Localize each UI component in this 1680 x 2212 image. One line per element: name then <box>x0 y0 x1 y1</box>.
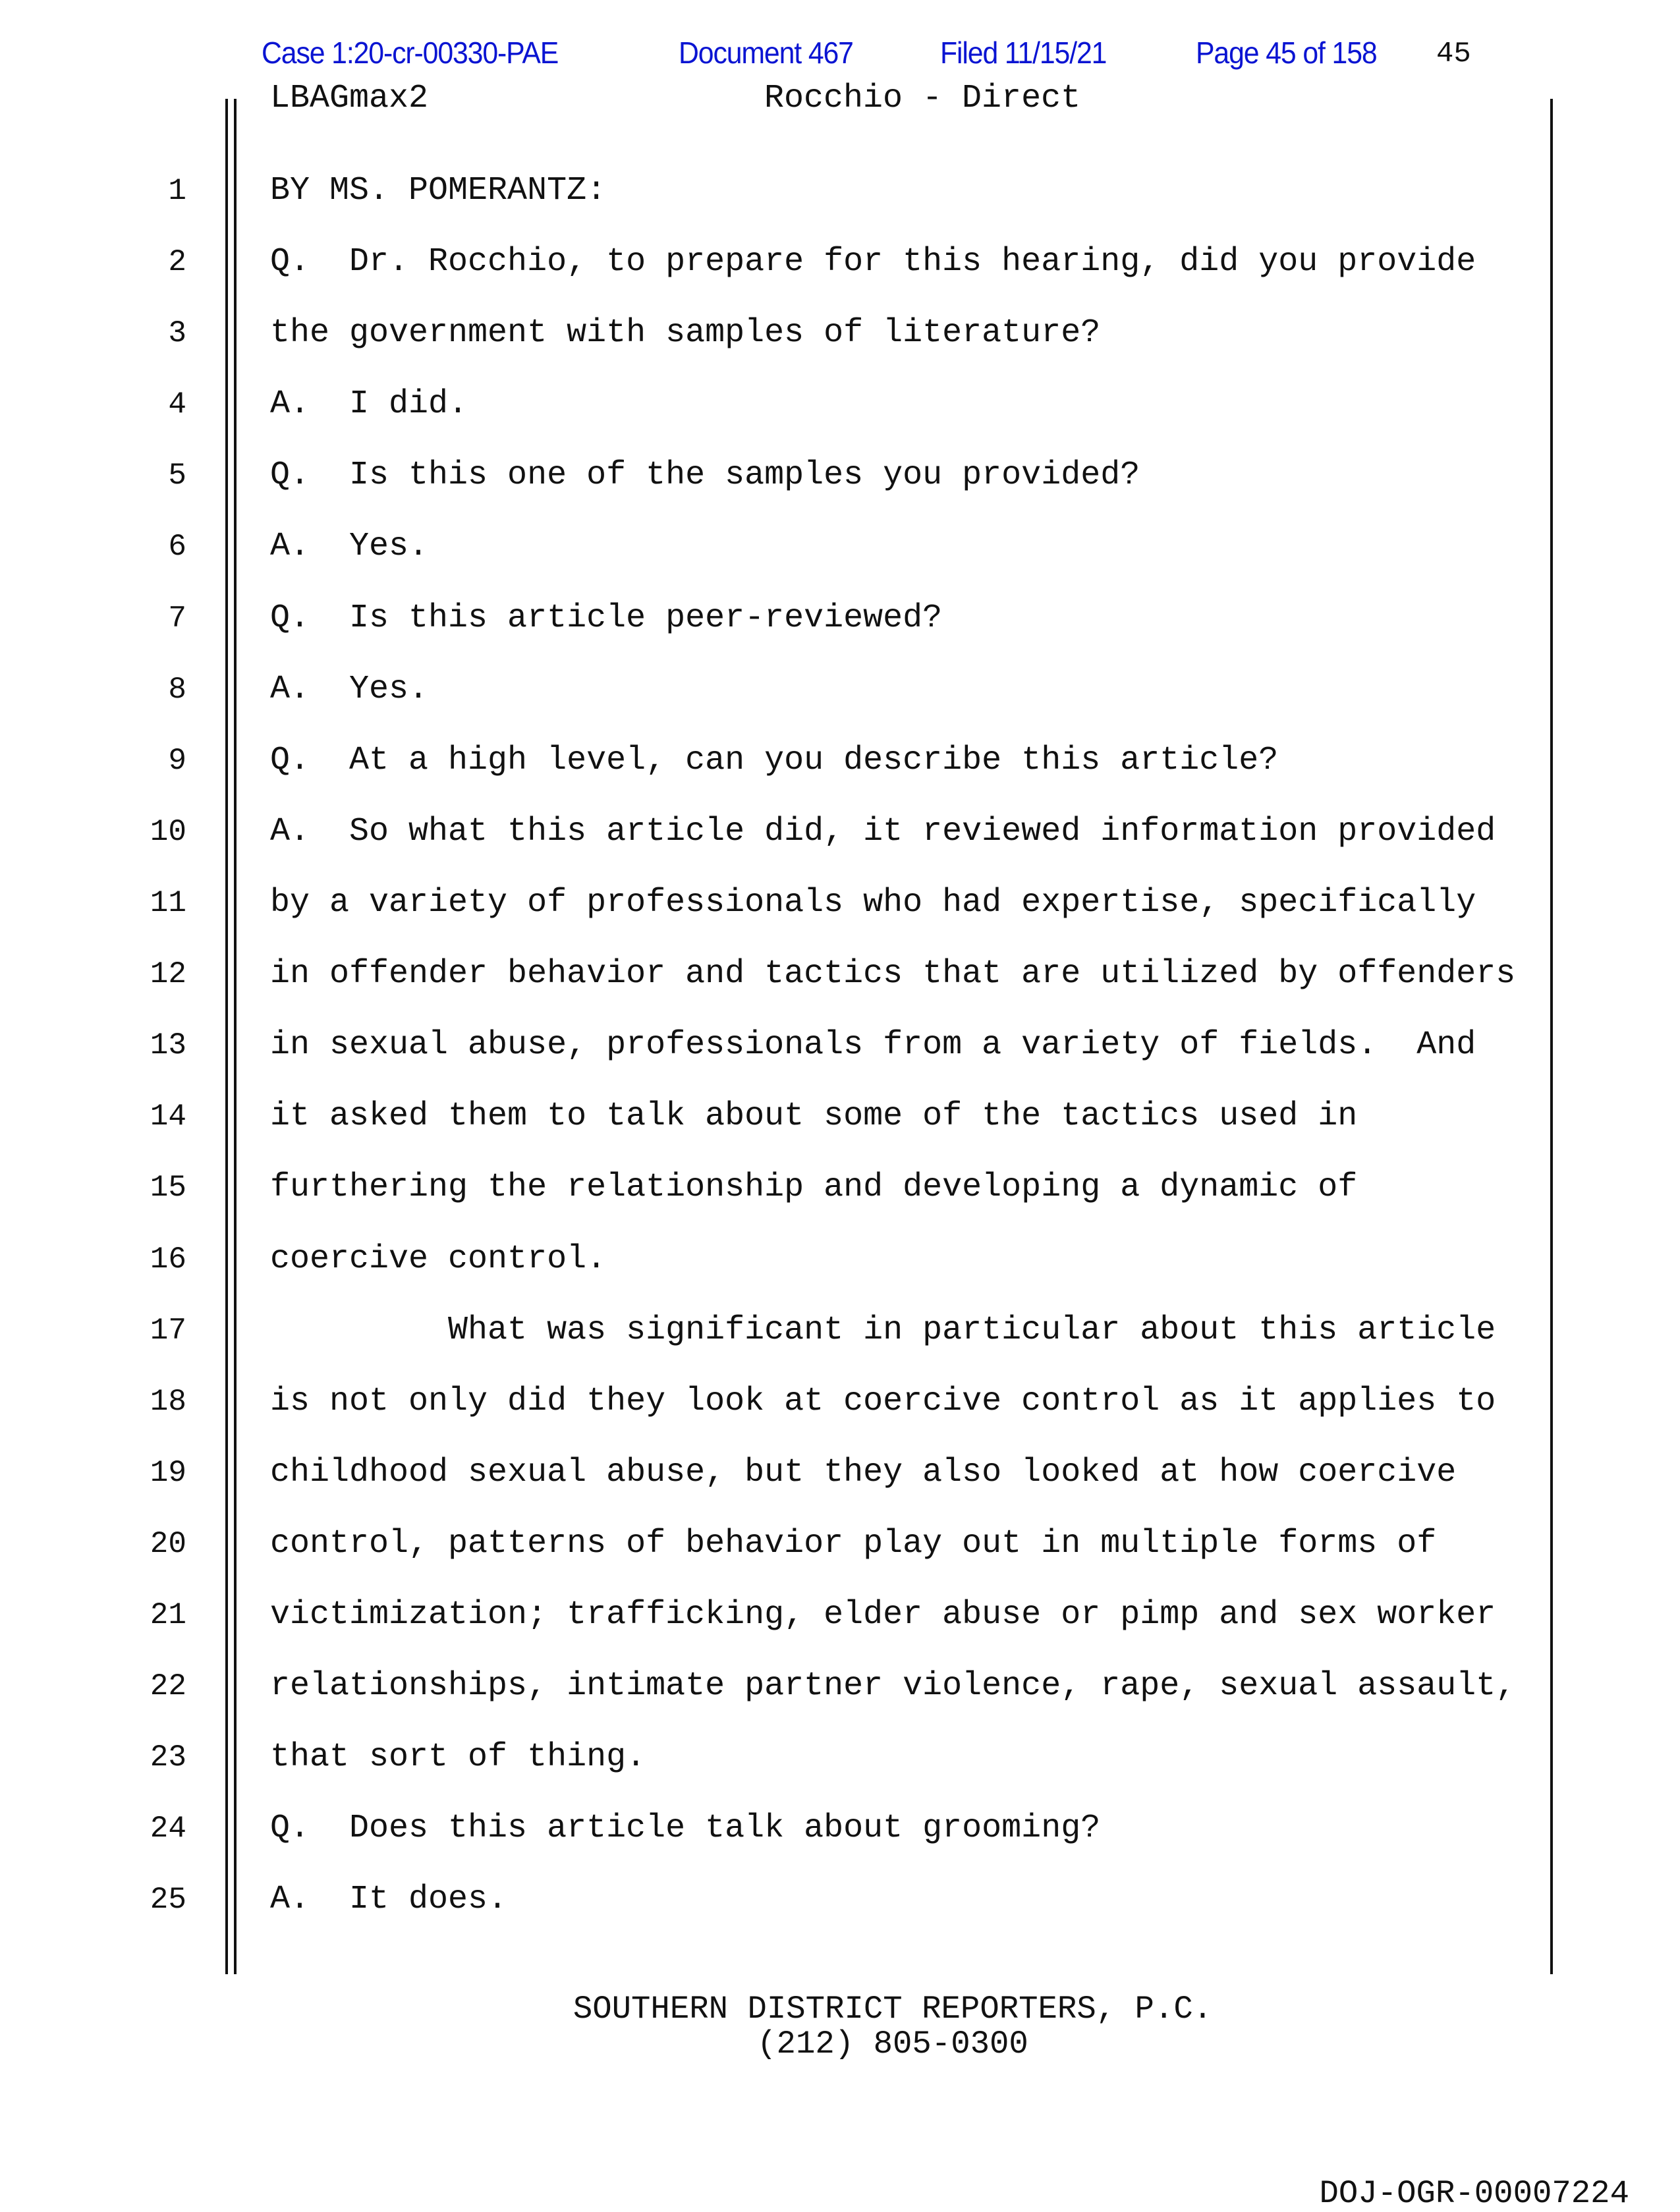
line-number: 13 <box>150 1028 186 1063</box>
line-number: 1 <box>168 174 186 208</box>
line-text: Q. Is this one of the samples you provided? <box>270 456 1140 494</box>
transcript-line <box>0 456 1680 527</box>
transcript-line <box>0 527 1680 598</box>
line-number: 8 <box>168 673 186 707</box>
line-text: Q. At a high level, can you describe this article? <box>270 742 1279 779</box>
line-text: A. Yes. <box>270 671 429 708</box>
transcript-line <box>0 883 1680 954</box>
line-number: 25 <box>150 1883 186 1917</box>
examination-title: Rocchio - Direct <box>764 80 1081 117</box>
line-number: 23 <box>150 1740 186 1775</box>
document-number: Document 467 <box>679 36 853 70</box>
line-number: 6 <box>168 530 186 564</box>
line-text: A. I did. <box>270 385 468 423</box>
line-number: 2 <box>168 245 186 279</box>
line-text: is not only did they look at coercive control as it applies to <box>270 1383 1496 1420</box>
transcript-line <box>0 741 1680 812</box>
line-number: 24 <box>150 1811 186 1846</box>
line-text: control, patterns of behavior play out in multiple forms of <box>270 1525 1437 1562</box>
transcript-line <box>0 1880 1680 1951</box>
line-text: the government with samples of literature? <box>270 314 1101 352</box>
transcript-line <box>0 1809 1680 1880</box>
transcript-line <box>0 1524 1680 1595</box>
line-text: childhood sexual abuse, but they also looked at how coercive <box>270 1454 1457 1491</box>
transcript-line <box>0 1311 1680 1382</box>
page-of-total: Page 45 of 158 <box>1196 36 1377 70</box>
transcript-line <box>0 812 1680 883</box>
line-text: furthering the relationship and developing a dynamic of <box>270 1169 1358 1206</box>
transcript-code: LBAGmax2 <box>270 80 429 117</box>
line-number: 3 <box>168 316 186 350</box>
line-text: Q. Is this article peer-reviewed? <box>270 599 943 637</box>
transcript-line <box>0 1097 1680 1168</box>
line-number: 18 <box>150 1385 186 1419</box>
line-number: 9 <box>168 744 186 778</box>
line-text: coercive control. <box>270 1240 607 1278</box>
line-number: 4 <box>168 387 186 422</box>
reporter-phone <box>0 2026 1680 2062</box>
reporter-phone-text: (212) 805-0300 <box>757 2026 1028 2062</box>
line-number: 16 <box>150 1242 186 1277</box>
transcript-line <box>0 1382 1680 1453</box>
line-text: by a variety of professionals who had expertise, specifically <box>270 884 1476 922</box>
line-text: in sexual abuse, professionals from a variety of fields. And <box>270 1026 1476 1064</box>
line-number: 21 <box>150 1598 186 1632</box>
transcript-line <box>0 385 1680 456</box>
bates-number: DOJ-OGR-00007224 <box>1319 2175 1629 2212</box>
line-number: 7 <box>168 601 186 636</box>
case-number: Case 1:20-cr-00330-PAE <box>262 36 559 70</box>
transcript-page-number: 45 <box>1436 38 1471 70</box>
line-text: relationships, intimate partner violence, rape, sexual assault, <box>270 1667 1516 1705</box>
line-text: that sort of thing. <box>270 1738 646 1776</box>
transcript-line <box>0 1667 1680 1738</box>
line-text: What was significant in particular about this article <box>270 1312 1496 1349</box>
line-number: 20 <box>150 1527 186 1561</box>
reporter-name-text: SOUTHERN DISTRICT REPORTERS, P.C. <box>573 1991 1213 2028</box>
transcript-line <box>0 1240 1680 1311</box>
transcript-line <box>0 1453 1680 1524</box>
line-text: in offender behavior and tactics that are utilized by offenders <box>270 955 1516 993</box>
transcript-line <box>0 670 1680 741</box>
transcript-line <box>0 954 1680 1026</box>
line-text: Q. Dr. Rocchio, to prepare for this hearing, did you provide <box>270 243 1476 281</box>
transcript-line <box>0 1738 1680 1809</box>
line-number: 14 <box>150 1099 186 1134</box>
line-number: 11 <box>150 886 186 920</box>
line-number: 15 <box>150 1171 186 1205</box>
line-number: 5 <box>168 458 186 493</box>
transcript-line <box>0 1595 1680 1667</box>
line-text: A. Yes. <box>270 528 429 565</box>
transcript-line <box>0 314 1680 385</box>
line-number: 22 <box>150 1669 186 1703</box>
line-number: 19 <box>150 1456 186 1490</box>
line-text: BY MS. POMERANTZ: <box>270 172 607 209</box>
transcript-line <box>0 1026 1680 1097</box>
line-text: A. It does. <box>270 1881 508 1918</box>
line-text: victimization; trafficking, elder abuse or pimp and sex worker <box>270 1596 1496 1634</box>
transcript-line <box>0 599 1680 670</box>
line-text: Q. Does this article talk about grooming? <box>270 1810 1101 1847</box>
line-text: A. So what this article did, it reviewed information provided <box>270 813 1496 850</box>
filed-date: Filed 11/15/21 <box>940 36 1107 70</box>
reporter-name <box>0 1991 1680 2028</box>
line-number: 12 <box>150 957 186 991</box>
transcript-line <box>0 171 1680 242</box>
line-text: it asked them to talk about some of the tactics used in <box>270 1097 1358 1135</box>
transcript-line <box>0 1168 1680 1239</box>
transcript-line <box>0 242 1680 314</box>
line-number: 17 <box>150 1313 186 1348</box>
line-number: 10 <box>150 815 186 849</box>
